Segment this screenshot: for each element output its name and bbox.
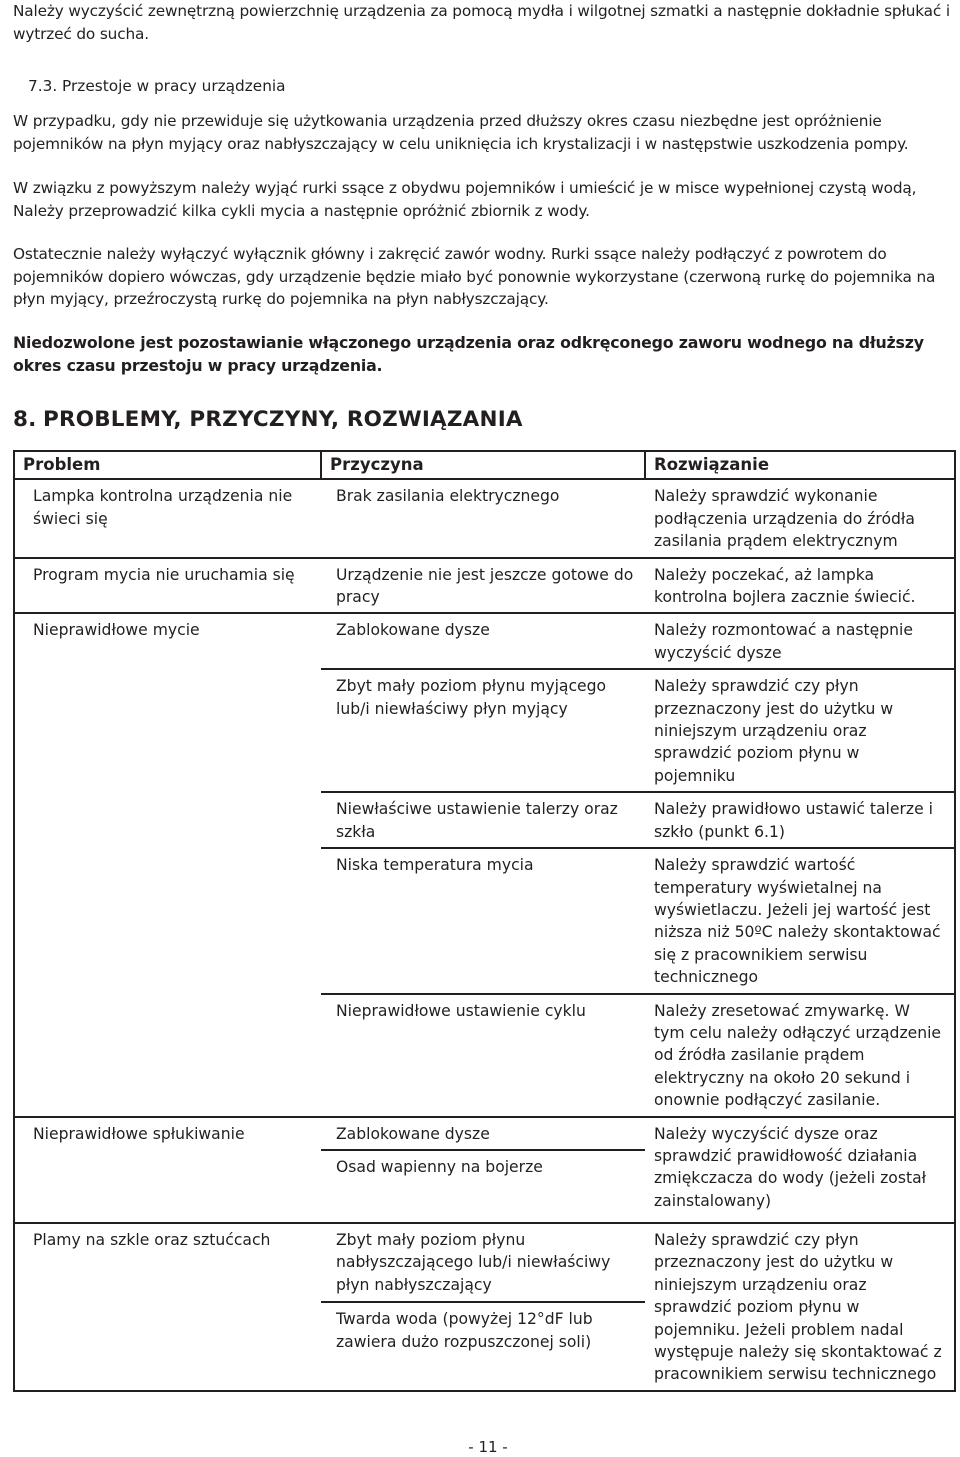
subsection-title: 7.3. Przestoje w pracy urządzenia: [28, 77, 286, 95]
page-number: - 11 -: [468, 1438, 508, 1456]
cause-cell: Brak zasilania elektrycznego: [321, 479, 645, 557]
idle-paragraph-1: W przypadku, gdy nie przewiduje się użytkowania urządzenia przed dłuższy okres czasu niezbędne jest opróżnienie pojemników na płyn myjący oraz nabłyszczający w celu uniknięcia ich krystalizacji i w następstwie uszkodzenia pompy.: [13, 112, 909, 153]
cause-cell: Zbyt mały poziom płynu myjącego lub/i niewłaściwy płyn myjący: [321, 669, 645, 792]
cause-cell: Zablokowane dysze: [321, 1117, 645, 1150]
solution-cell: Należy sprawdzić czy płyn przeznaczony jest do użytku w niniejszym urządzeniu oraz sprawdzić poziom płynu w pojemniku: [645, 669, 955, 792]
warning-paragraph: Niedozwolone jest pozostawianie włączonego urządzenia oraz odkręconego zaworu wodnego na dłuższy okres czasu przestoju w pracy urządzenia.: [13, 333, 924, 375]
section-title: PROBLEMY, PRZYCZYNY, ROZWIĄZANIA: [43, 407, 523, 432]
table-header-row: [14, 451, 955, 479]
solution-cell: Należy zresetować zmywarkę. W tym celu należy odłączyć urządzenie od źródła zasilanie prądem elektryczny na około 20 sekund i onownie podłączyć zasilanie.: [645, 994, 955, 1117]
problem-cell: Nieprawidłowe mycie: [14, 613, 321, 1116]
cause-cell: Twarda woda (powyżej 12°dF lub zawiera dużo rozpuszczonej soli): [321, 1302, 645, 1390]
problem-cell: Program mycia nie uruchamia się: [14, 558, 321, 614]
cause-cell: Urządzenie nie jest jeszcze gotowe do pracy: [321, 558, 645, 614]
problem-cell: Plamy na szkle oraz sztućcach: [14, 1223, 321, 1391]
header-cause: Przyczyna: [321, 451, 645, 479]
idle-paragraph-3: Ostatecznie należy wyłączyć wyłącznik główny i zakręcić zawór wodny. Rurki ssące należy podłączyć z powrotem do pojemników dopiero wówczas, gdy urządzenie będzie miało być ponownie wykorzystane (czerwoną rurkę do pojemnika na płyn myjący, przeźroczystą rurkę do pojemnika na płyn nabłyszczający.: [13, 245, 936, 308]
section-number: 8.: [13, 407, 37, 432]
header-problem: Problem: [14, 451, 321, 479]
problem-cell: Nieprawidłowe spłukiwanie: [14, 1117, 321, 1223]
solution-cell: Należy sprawdzić wykonanie podłączenia urządzenia do źródła zasilania prądem elektrycznym: [645, 479, 955, 557]
idle-paragraph-2: W związku z powyższym należy wyjąć rurki ssące z obydwu pojemników i umieścić je w misce wypełnionej czystą wodą, Należy przeprowadzić kilka cykli mycia a następnie opróżnić zbiornik z wody.: [13, 179, 917, 220]
solution-cell: Należy rozmontować a następnie wyczyścić dysze: [645, 613, 955, 669]
solution-cell: Należy sprawdzić wartość temperatury wyświetalnej na wyświetlaczu. Jeżeli jej wartość jest niższa niż 50ºC należy skontaktować się z pracownikiem serwisu technicznego: [645, 848, 955, 993]
table-row: [14, 558, 955, 614]
troubleshooting-table: [13, 450, 956, 1392]
header-solution: Rozwiązanie: [645, 451, 955, 479]
table-row: [14, 1223, 955, 1302]
cause-cell: Niewłaściwe ustawienie talerzy oraz szkła: [321, 792, 645, 848]
cause-cell: Zablokowane dysze: [321, 613, 645, 669]
cause-cell: Osad wapienny na bojerze: [321, 1150, 645, 1223]
cleaning-instruction: Należy wyczyścić zewnętrzną powierzchnię urządzenia za pomocą mydła i wilgotnej szmatki a następnie dokładnie spłukać i wytrzeć do sucha.: [13, 2, 950, 43]
table-row: [14, 613, 955, 669]
cause-cell: Nieprawidłowe ustawienie cyklu: [321, 994, 645, 1117]
solution-cell: Należy wyczyścić dysze oraz sprawdzić prawidłowość działania zmiękczacza do wody (jeżeli został zainstalowany): [645, 1117, 955, 1223]
problem-cell: Lampka kontrolna urządzenia nie świeci się: [14, 479, 321, 557]
cause-cell: Niska temperatura mycia: [321, 848, 645, 993]
solution-cell: Należy sprawdzić czy płyn przeznaczony jest do użytku w niniejszym urządzeniu oraz sprawdzić poziom płynu w pojemniku. Jeżeli problem nadal występuje należy się skontaktować z pracownikiem serwisu technicznego: [645, 1223, 955, 1391]
solution-cell: Należy poczekać, aż lampka kontrolna bojlera zacznie świecić.: [645, 558, 955, 614]
cause-cell: Zbyt mały poziom płynu nabłyszczającego lub/i niewłaściwy płyn nabłyszczający: [321, 1223, 645, 1302]
section-heading: [13, 405, 523, 435]
table-row: [14, 1117, 955, 1150]
solution-cell: Należy prawidłowo ustawić talerze i szkło (punkt 6.1): [645, 792, 955, 848]
table-row: [14, 479, 955, 557]
